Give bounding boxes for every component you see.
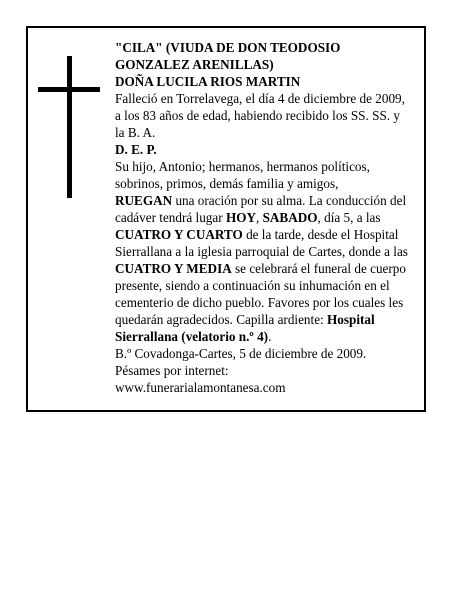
bold-text-segment: "CILA" (VIUDA DE DON TEODOSIO: [115, 40, 341, 55]
text-segment: se celebrará el funeral de cuerpo: [231, 261, 406, 276]
text-segment: www.funerarialamontanesa.com: [115, 380, 286, 395]
notice-line: [115, 158, 417, 175]
text-segment: , día 5, a las: [317, 210, 381, 225]
text-segment: Falleció en Torrelavega, el día 4 de diciembre de 2009,: [115, 91, 405, 106]
text-segment: la B. A.: [115, 125, 156, 140]
notice-line: [115, 73, 417, 90]
text-segment: .: [268, 329, 272, 344]
notice-line: [115, 345, 417, 362]
notice-line: [115, 107, 417, 124]
notice-line: [115, 328, 417, 345]
notice-line: [115, 362, 417, 379]
text-segment: Pésames por internet:: [115, 363, 229, 378]
text-segment: sobrinos, primos, demás familia y amigos,: [115, 176, 339, 191]
notice-line: [115, 277, 417, 294]
notice-line: [115, 124, 417, 141]
notice-line: [115, 294, 417, 311]
notice-line: [115, 311, 417, 328]
text-segment: a los 83 años de edad, habiendo recibido los SS. SS. y: [115, 108, 400, 123]
notice-line: [115, 141, 417, 158]
bold-text-segment: CUATRO Y MEDIA: [115, 261, 232, 276]
bold-text-segment: Sierrallana (velatorio n.º 4): [115, 329, 269, 344]
text-segment: cementerio de dicho pueblo. Favores por los cuales les: [115, 295, 404, 310]
bold-text-segment: HOY: [225, 210, 256, 225]
text-segment: quedarán agradecidos. Capilla ardiente:: [115, 312, 328, 327]
bold-text-segment: D. E. P.: [115, 142, 157, 157]
text-segment: Su hijo, Antonio; hermanos, hermanos políticos,: [115, 159, 370, 174]
cross-icon: [38, 56, 100, 198]
text-segment: presente, siendo a continuación su inhumación en el: [115, 278, 390, 293]
notice-line: [115, 226, 417, 243]
bold-text-segment: GONZALEZ ARENILLAS): [115, 57, 274, 72]
cross-horizontal-bar: [38, 87, 100, 92]
text-segment: una oración por su alma. La conducción del: [172, 193, 407, 208]
notice-line: [115, 209, 417, 226]
notice-line: [115, 39, 417, 56]
bold-text-segment: Hospital: [327, 312, 375, 327]
bold-text-segment: CUATRO Y CUARTO: [115, 227, 243, 242]
bold-text-segment: DOÑA LUCILA RIOS MARTIN: [115, 74, 301, 89]
notice-line: [115, 379, 417, 396]
bold-text-segment: SABADO: [262, 210, 318, 225]
notice-line: [115, 175, 417, 192]
text-segment: de la tarde, desde el Hospital: [242, 227, 399, 242]
notice-line: [115, 90, 417, 107]
notice-text: [115, 39, 417, 396]
notice-line: [115, 260, 417, 277]
bold-text-segment: RUEGAN: [115, 193, 173, 208]
cross-vertical-bar: [67, 56, 72, 198]
notice-line: [115, 192, 417, 209]
text-segment: cadáver tendrá lugar: [115, 210, 226, 225]
text-segment: ,: [255, 210, 263, 225]
text-segment: Sierrallana a la iglesia parroquial de Cartes, donde a las: [115, 244, 408, 259]
notice-line: [115, 56, 417, 73]
obituary-notice: [26, 26, 426, 412]
notice-line: [115, 243, 417, 260]
text-segment: B.º Covadonga-Cartes, 5 de diciembre de 2009.: [115, 346, 367, 361]
